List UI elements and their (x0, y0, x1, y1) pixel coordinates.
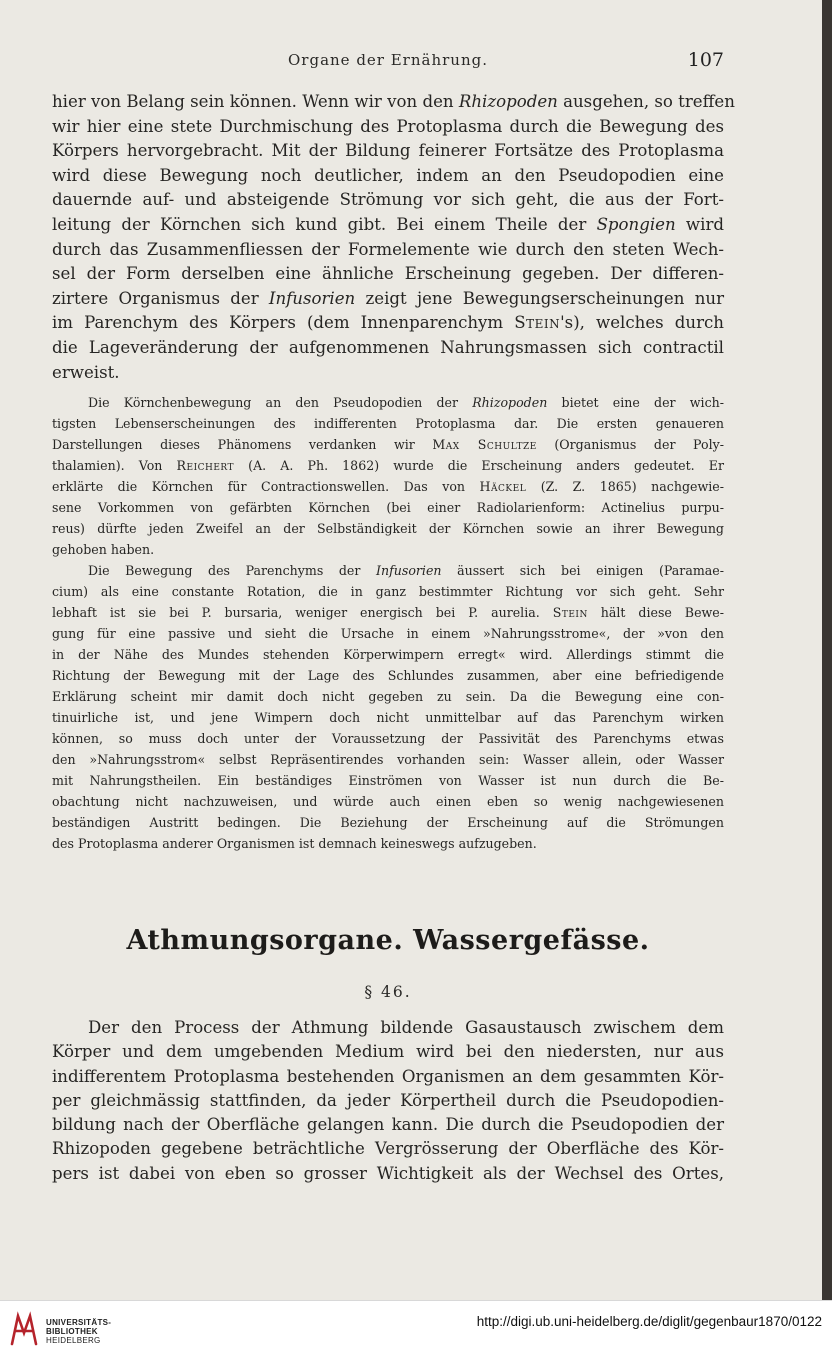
text-line: erklärte die Körnchen für Contractionswellen. Das von Häckel (Z. Z. 1865) nachgewie- (52, 479, 724, 494)
text-line: obachtung nicht nachzuweisen, und würde auch einen eben so wenig nachgewiesenen (52, 794, 724, 809)
text-line: pers ist dabei von eben so grosser Wichtigkeit als der Wechsel des Ortes, (52, 1163, 724, 1183)
page-header (52, 49, 724, 73)
page-number: 107 (687, 49, 724, 71)
section-title: Athmungsorgane. Wassergefässe. (126, 925, 650, 956)
text-line: im Parenchym des Körpers (dem Innenparenchym Stein's), welches durch (52, 313, 724, 333)
text-line: wir hier eine stete Durchmischung des Protoplasma durch die Bewegung des (52, 116, 724, 136)
text-line: tinuirliche ist, und jene Wimpern doch nicht unmittelbar auf das Parenchym wirken (52, 710, 724, 725)
library-name (46, 1318, 111, 1345)
library-name-line: UNIVERSITÄTS- (46, 1318, 112, 1327)
text-line: die Lageveränderung der aufgenommenen Nahrungsmassen sich contractil (52, 337, 724, 357)
text-line: zirtere Organismus der Infusorien zeigt jene Bewegungserscheinungen nur (52, 288, 725, 308)
library-footer (0, 1300, 832, 1363)
text-line: den »Nahrungsstrom« selbst Repräsentirendes vorhanden sein: Wasser allein, oder Wasser (52, 752, 724, 767)
text-line: Darstellungen dieses Phänomens verdanken wir Max Schultze (Organismus der Poly- (52, 437, 724, 452)
text-line: Körpers hervorgebracht. Mit der Bildung feinerer Fortsätze des Protoplasma (52, 141, 724, 161)
text-line: erweist. (52, 362, 120, 382)
text-line: können, so muss doch unter der Voraussetzung der Passivität des Parenchyms etwas (52, 731, 724, 746)
body-text-paragraph-1 (52, 90, 735, 385)
text-line: sel der Form derselben eine ähnliche Erscheinung gegeben. Der differen- (52, 264, 724, 284)
text-line: des Protoplasma anderer Organismen ist demnach keineswegs aufzugeben. (52, 836, 537, 851)
text-line: gehoben haben. (52, 542, 155, 557)
text-line: indifferentem Protoplasma bestehenden Organismen an dem gesammten Kör- (52, 1066, 724, 1086)
heidelberg-library-logo-icon (8, 1311, 40, 1347)
text-line: hier von Belang sein können. Wenn wir von den Rhizopoden ausgehen, so treffen (52, 92, 735, 111)
running-title: Organe der Ernährung. (288, 51, 488, 69)
text-line: cium) als eine constante Rotation, die in ganz bestimmter Richtung vor sich geht. Sehr (52, 584, 724, 599)
text-line: sene Vorkommen von gefärbten Körnchen (bei einer Radiolarienform: Actinelius purpu- (52, 500, 724, 515)
text-line: Die Bewegung des Parenchyms der Infusorien äussert sich bei einigen (Paramae- (88, 563, 724, 578)
text-line: tigsten Lebenserscheinungen des indifferenten Protoplasma dar. Die ersten genaueren (52, 416, 724, 431)
text-line: in der Nähe des Mundes stehenden Körperwimpern erregt« wird. Allerdings stimmt die (52, 647, 724, 662)
text-line: Der den Process der Athmung bildende Gasaustausch zwischem dem (88, 1018, 724, 1037)
text-line: Richtung der Bewegung mit der Lage des Schlundes zusammen, aber eine befriedigende (52, 668, 724, 683)
source-url[interactable]: http://digi.ub.uni-heidelberg.de/diglit/gegenbaur1870/0122 (476, 1314, 822, 1329)
text-line: thalamien). Von Reichert (A. A. Ph. 1862) wurde die Erscheinung anders gedeutet. Er (52, 458, 724, 473)
text-line: per gleichmässig stattfinden, da jeder Körpertheil durch die Pseudopodien- (52, 1090, 724, 1110)
body-text-paragraph-2 (52, 1016, 724, 1186)
text-line: gung für eine passive und sieht die Ursache in einem »Nahrungsstrome«, der »von den (52, 626, 724, 641)
section-number: § 46. (364, 983, 412, 1001)
book-spine-shadow (822, 0, 832, 1300)
text-line: mit Nahrungstheilen. Ein beständiges Einströmen von Wasser ist nun durch die Be- (52, 773, 724, 788)
text-line: dauernde auf- und absteigende Strömung vor sich geht, die aus der Fort- (52, 190, 724, 210)
text-line: durch das Zusammenfliessen der Formelemente wie durch den steten Wech- (52, 239, 724, 259)
text-line: Die Körnchenbewegung an den Pseudopodien der Rhizopoden bietet eine der wich- (88, 395, 724, 410)
text-line: Körper und dem umgebenden Medium wird bei den niedersten, nur aus (52, 1042, 724, 1062)
text-line: Erklärung scheint mir damit doch nicht gegeben zu sein. Da die Bewegung eine con- (52, 689, 724, 704)
text-line: beständigen Austritt bedingen. Die Beziehung der Erscheinung auf die Strömungen (52, 815, 724, 830)
text-line: lebhaft ist sie bei P. bursaria, weniger energisch bei P. aurelia. Stein hält diese Bewe- (52, 605, 725, 620)
text-line: reus) dürfte jeden Zweifel an der Selbständigkeit der Körnchen sowie an ihrer Bewegung (52, 521, 724, 536)
library-name-line: HEIDELBERG (46, 1336, 101, 1345)
library-name-line: BIBLIOTHEK (46, 1327, 98, 1336)
text-line: wird diese Bewegung noch deutlicher, indem an den Pseudopodien eine (52, 165, 724, 185)
text-line: leitung der Körnchen sich kund gibt. Bei einem Theile der Spongien wird (52, 214, 724, 234)
footnote-text (52, 392, 724, 854)
text-line: bildung nach der Oberfläche gelangen kann. Die durch die Pseudopodien der (52, 1115, 724, 1135)
text-line: Rhizopoden gegebene beträchtliche Vergrösserung der Oberfläche des Kör- (52, 1139, 724, 1159)
